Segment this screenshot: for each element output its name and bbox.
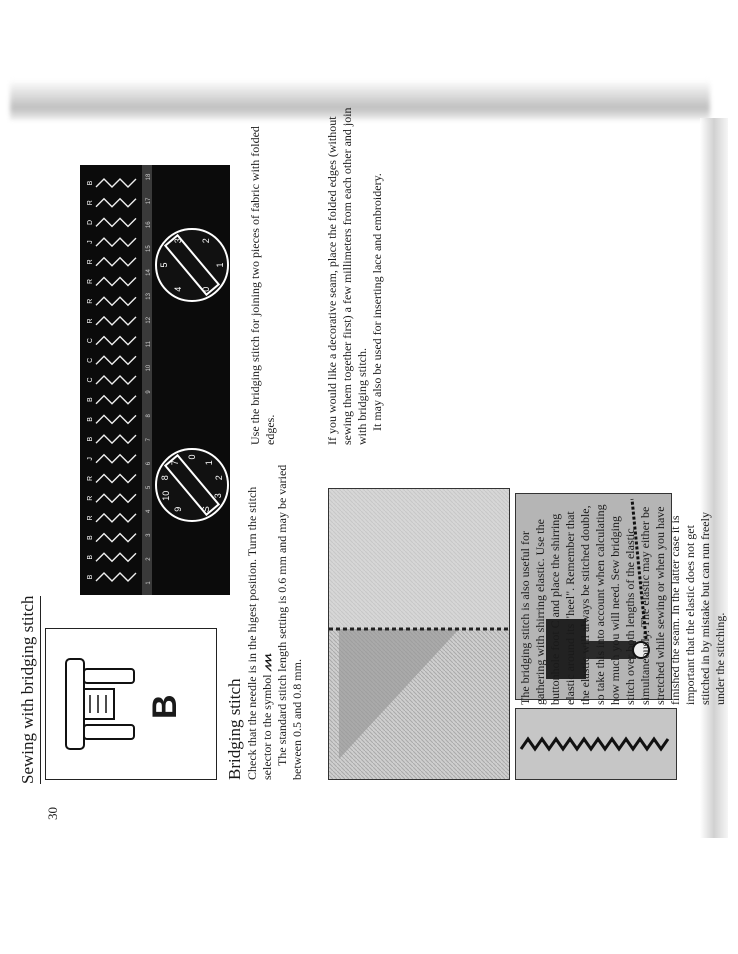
page-title: Sewing with bridging stitch <box>18 596 41 784</box>
stitch-selector-illustration <box>80 165 230 595</box>
page-number: 30 <box>45 807 60 820</box>
stitch-pattern-icon <box>96 494 136 502</box>
stitch-number: 6 <box>146 461 152 466</box>
presser-foot-panel <box>45 628 217 780</box>
stitch-number-strip <box>142 165 152 595</box>
stitch-pattern-icon <box>96 435 136 443</box>
stitch-letter: R <box>87 318 94 324</box>
stitch-length-dial <box>156 449 228 521</box>
stitch-letter: B <box>87 535 94 540</box>
stitch-letter: R <box>87 495 94 501</box>
stitch-pattern-icon <box>96 534 136 542</box>
presser-foot-icon <box>56 649 146 759</box>
stitch-pattern-icon <box>96 396 136 404</box>
stitch-letter: R <box>87 298 94 304</box>
stitch-pattern-icon <box>96 573 136 581</box>
stitch-length-dial-number: 7 <box>169 460 180 466</box>
stitch-width-dial-number: 2 <box>201 238 211 244</box>
stitch-number: 4 <box>146 509 152 514</box>
stitch-pattern-icon <box>96 337 136 345</box>
stitch-pattern-icon <box>96 514 136 522</box>
foot-letter: B <box>146 694 184 719</box>
stitch-pattern-icon <box>96 455 136 463</box>
stitch-number: 1 <box>146 581 152 585</box>
instruction-paragraph-2: The standard stitch length setting is 0.6 mm and may be varied between 0.5 and 0.8 mm. <box>275 464 304 780</box>
stitch-pattern-icon <box>96 199 136 207</box>
stitch-letter: B <box>87 180 94 186</box>
section-heading: Bridging stitch <box>225 678 244 780</box>
stitch-number: 15 <box>146 245 152 252</box>
stitch-number: 16 <box>146 221 152 229</box>
stitch-number: 10 <box>146 364 152 372</box>
stitch-length-dial-number: 10 <box>161 490 172 501</box>
stitch-letter: B <box>87 436 94 442</box>
stitch-letter: R <box>87 278 94 285</box>
decorative-column <box>325 95 385 445</box>
stitch-number: 17 <box>146 197 152 205</box>
stitch-letter: B <box>87 397 94 403</box>
stitch-number: 18 <box>146 173 152 181</box>
stitch-pattern-icon <box>96 179 136 187</box>
stitch-pattern-icon <box>96 278 136 286</box>
stitch-letter: J <box>87 457 94 461</box>
stitch-number: 8 <box>146 414 152 418</box>
stitch-length-dial-number: 1 <box>204 460 215 466</box>
stitch-number: 3 <box>146 533 152 537</box>
stitch-number: 13 <box>146 293 152 300</box>
stitch-pattern-icon <box>96 415 136 423</box>
stitch-length-dial-number: 2 <box>214 475 225 481</box>
stitch-width-dial-number: 1 <box>215 262 225 268</box>
stitch-pattern-icon <box>96 297 136 305</box>
usage-paragraph: Use the bridging stitch for joining two pieces of fabric with folded edges. <box>248 126 277 445</box>
stitch-letter: C <box>87 357 94 363</box>
stitch-pattern-icon <box>96 238 136 246</box>
stitch-length-dial-number: 9 <box>173 506 183 512</box>
stitch-letter: B <box>87 554 94 560</box>
stitch-length-dial-number: 0 <box>187 454 197 460</box>
stitch-number: 14 <box>146 269 152 276</box>
stitch-letter: B <box>87 574 94 580</box>
stitch-letter: R <box>87 259 94 265</box>
stitch-number: 9 <box>146 390 152 394</box>
stitch-pattern-icon <box>96 376 136 384</box>
stitch-length-dial-number: S <box>201 506 211 513</box>
binding-shadow <box>700 118 728 838</box>
stitch-letter: C <box>87 377 94 383</box>
bridging-seam-photo <box>515 708 677 780</box>
stitch-letter: J <box>87 240 94 244</box>
stitch-width-dial-number: 4 <box>173 286 183 292</box>
stitch-letter: D <box>87 219 94 225</box>
stitch-letter: R <box>87 475 94 482</box>
lace-paragraph: It may also be used for inserting lace and embroidery. <box>370 173 384 431</box>
instruction-paragraph-1: Check that the needle is in the higest position. Turn the stitch selector to the symbol ⩘⩘⩘. <box>245 486 274 780</box>
instructions-column <box>245 460 305 780</box>
stitch-pattern-icon <box>96 553 136 561</box>
shirring-paragraph: The bridging stitch is also useful for gathering with shirring elastic. Use the buttonhole foot C and place the shirring elastic around its "heel". Remember that the elastic will always be stitched double, so take this into account when calculating how much you will need. Sew bridging stitch over both lengths of the elastic simultaneously. The elastic may either be stretched while sewing or when you have finished the seam. In the latter case it is important that the elastic does not get stitched in by mistake but can run freely under the stitching. <box>518 504 727 705</box>
stitch-number: 12 <box>146 316 152 324</box>
stitch-length-dial-number: 8 <box>159 475 170 481</box>
stitch-pattern-icon <box>96 218 136 226</box>
stitch-width-dial-number: 5 <box>159 262 169 268</box>
stitch-width-dial-number: 3 <box>173 238 183 244</box>
stitch-letter: R <box>87 515 94 521</box>
stitch-width-dial-number: 0 <box>201 286 211 292</box>
stitch-letter: B <box>87 417 94 422</box>
stitch-number: 7 <box>146 438 152 442</box>
manual-page <box>10 100 727 820</box>
stitch-number: 2 <box>146 557 152 561</box>
stitch-pattern-icon <box>96 356 136 364</box>
stitch-length-dial-number: 3 <box>212 493 223 499</box>
stitch-number: 5 <box>146 485 152 490</box>
stitch-number: 11 <box>146 341 152 348</box>
stitch-letter: C <box>87 338 94 344</box>
stitch-letter: R <box>87 200 94 206</box>
stitch-pattern-icon <box>96 475 136 483</box>
bridging-stitch-symbol: ⩘⩘⩘ <box>261 655 274 672</box>
stitch-pattern-icon <box>96 258 136 266</box>
folded-fabric-photo <box>328 488 510 780</box>
stitch-selector-panel <box>80 165 230 595</box>
stitch-pattern-icon <box>96 317 136 325</box>
decorative-paragraph: If you would like a decorative seam, place the folded edges (without sewing them together first) a few millimeters from each other and join with bridging stitch. <box>325 107 369 445</box>
